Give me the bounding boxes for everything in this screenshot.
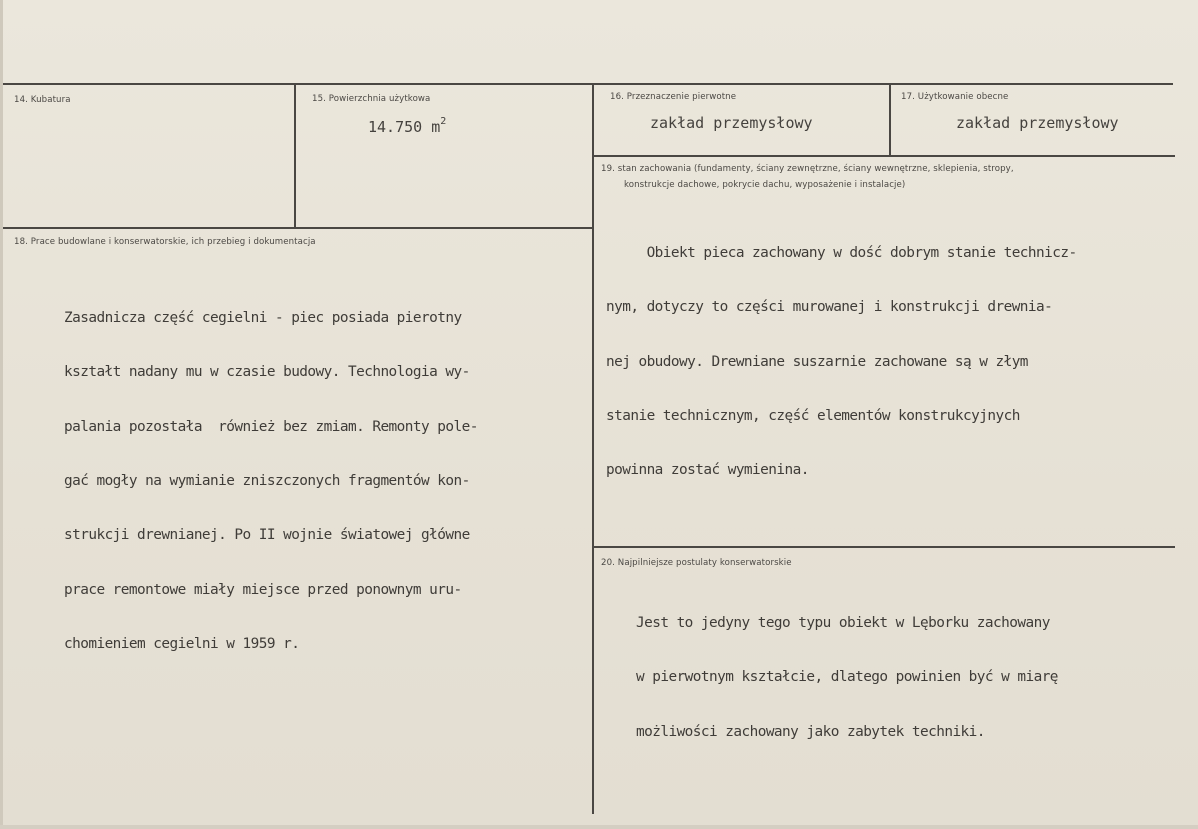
field-16-value[interactable]: zakład przemysłowy	[650, 114, 813, 132]
area-number: 14.750 m	[368, 118, 441, 136]
text-line: gać mogły na wymianie zniszczonych fragmentów kon-	[64, 473, 470, 490]
field-20-text[interactable]	[636, 578, 1058, 777]
field-14-label: 14. Kubatura	[14, 95, 71, 105]
text-line: palania pozostała również bez zmiam. Remonty pole-	[64, 418, 478, 435]
line-below-14-15	[3, 227, 593, 229]
text-line: nej obudowy. Drewniane suszarnie zachowane są w złym	[606, 353, 1028, 370]
text-line: kształt nadany mu w czasie budowy. Technologia wy-	[64, 364, 470, 381]
main-vertical-divider	[592, 84, 594, 814]
divider-16-17	[889, 84, 891, 156]
field-16-label: 16. Przeznaczenie pierwotne	[610, 92, 737, 102]
text-line: możliwości zachowany jako zabytek techniki.	[636, 723, 985, 740]
text-line: nym, dotyczy to części murowanej i konstrukcji drewnia-	[606, 299, 1053, 316]
field-20-label: 20. Najpilniejsze postulaty konserwatorskie	[601, 558, 792, 568]
text-line: prace remontowe miały miejsce przed ponownym uru-	[64, 581, 462, 598]
text-line: strukcji drewnianej. Po II wojnie światowej główne	[64, 527, 470, 544]
text-line: powinna zostać wymienina.	[606, 462, 809, 479]
field-19-label-continued: konstrukcje dachowe, pokrycie dachu, wyposażenie i instalacje)	[624, 180, 906, 190]
text-line: w pierwotnym kształcie, dlatego powinien być w miarę	[636, 669, 1058, 686]
text-line: chomieniem cegielni w 1959 r.	[64, 635, 300, 652]
top-border-line	[3, 83, 1173, 85]
text-line: Jest to jedyny tego typu obiekt w Lęborku zachowany	[636, 615, 1050, 632]
line-above-20	[593, 546, 1175, 548]
field-18-text[interactable]	[64, 273, 478, 689]
field-17-value[interactable]: zakład przemysłowy	[956, 114, 1119, 132]
card-edge	[0, 825, 1198, 829]
field-15-label: 15. Powierzchnia użytkowa	[312, 94, 431, 104]
field-15-value[interactable]	[368, 116, 446, 136]
divider-14-15	[294, 84, 296, 228]
line-below-16-17	[593, 155, 1175, 157]
area-unit-exponent: 2	[440, 116, 447, 127]
field-18-label: 18. Prace budowlane i konserwatorskie, ich przebieg i dokumentacja	[14, 237, 316, 247]
field-19-text[interactable]	[606, 208, 1077, 516]
text-line: stanie technicznym, część elementów konstrukcyjnych	[606, 408, 1020, 425]
field-17-label: 17. Użytkowanie obecne	[901, 92, 1009, 102]
text-line: Obiekt pieca zachowany w dość dobrym stanie technicz-	[606, 245, 1077, 262]
card-edge	[0, 0, 3, 829]
text-line: Zasadnicza część cegielni - piec posiada pierotny	[64, 310, 462, 327]
field-19-label: 19. stan zachowania (fundamenty, ściany zewnętrzne, ściany wewnętrzne, sklepienia, stropy,	[601, 164, 1014, 174]
